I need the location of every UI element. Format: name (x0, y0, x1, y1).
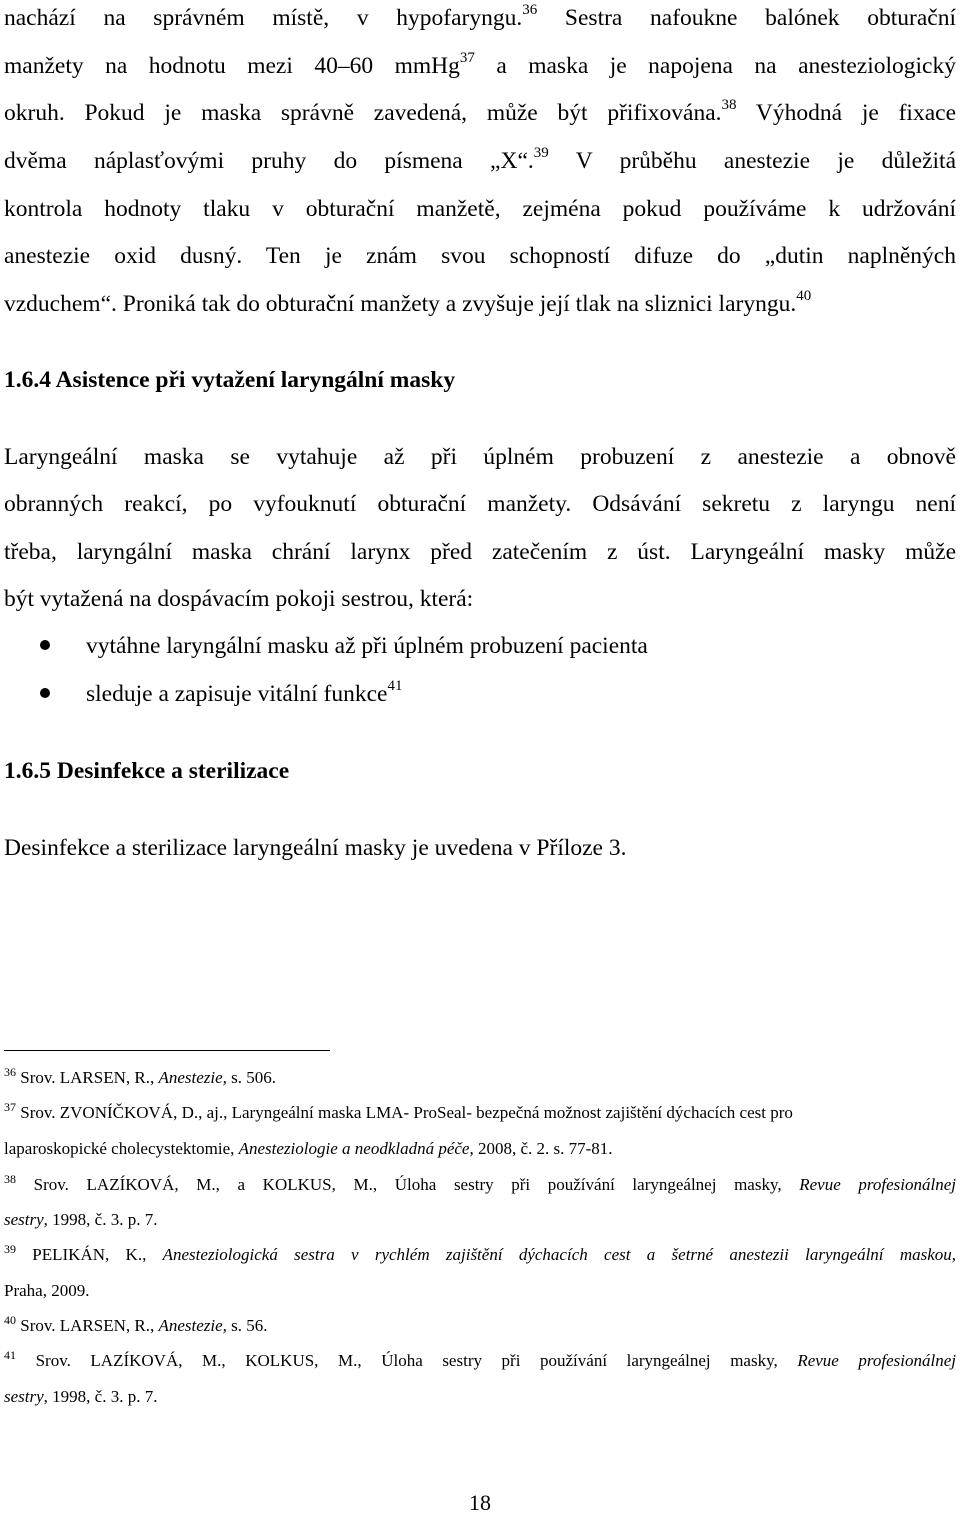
footnote (4, 1067, 956, 1089)
paragraph-line: být vytažená na dospávacím pokoji sestrou, která: (4, 586, 474, 612)
text-span: Anestezie, (158, 1316, 227, 1335)
text-span: Sestra nafoukne balónek obturační (564, 5, 956, 31)
paragraph-line (4, 147, 956, 175)
text-span: Anestezie, (158, 1068, 227, 1087)
section-heading: 1.6.5 Desinfekce a sterilizace (4, 758, 290, 784)
text-span: sestry (4, 1387, 44, 1406)
footnote (4, 1244, 956, 1266)
footnote (4, 1315, 956, 1337)
footnote-number: 37 (4, 1102, 16, 1114)
paragraph-line: kontrola hodnoty tlaku v obturační manžetě, zejména pokud používáme k udržování (4, 196, 956, 222)
text-span: s. 506. (226, 1068, 277, 1087)
bullet-icon (40, 688, 50, 698)
paragraph-line: třeba, laryngální maska chrání larynx před zatečením z úst. Laryngeální masky může (4, 539, 956, 565)
footnote-ref: 40 (796, 290, 812, 304)
list-item-text: sleduje a zapisuje vitální funkce (86, 681, 388, 707)
page-number: 18 (469, 1490, 491, 1515)
paragraph-line: Desinfekce a sterilizace laryngeální masky je uvedena v Příloze 3. (4, 835, 627, 861)
paragraph-line (4, 99, 956, 127)
paragraph-line (4, 52, 956, 80)
footnote-number: 38 (4, 1174, 16, 1186)
paragraph-line: anestezie oxid dusný. Ten je znám svou schopností difuze do „dutin naplněných (4, 243, 956, 269)
list-item (86, 680, 402, 708)
text-span: Srov. LARSEN, R., (20, 1316, 159, 1335)
footnote (4, 1102, 956, 1124)
bullet-icon (40, 640, 50, 650)
footnote-ref: 38 (721, 99, 737, 113)
text-span: nachází na správném místě, v hypofaryngu. (4, 5, 523, 31)
footnote-ref: 36 (522, 4, 538, 18)
list-item (86, 632, 648, 660)
paragraph-line (4, 290, 956, 318)
text-span: Srov. LARSEN, R., (20, 1068, 159, 1087)
section-heading: 1.6.4 Asistence při vytažení laryngální masky (4, 367, 456, 393)
text-span: , 1998, č. 3. p. 7. (43, 1387, 158, 1406)
text-span: vzduchem“. Proniká tak do obturační manžety a zvyšuje její tlak na sliznici laryngu. (4, 291, 797, 317)
text-span: dvěma náplasťovými pruhy do písmena „X“. (4, 148, 534, 174)
text-span: manžety na hodnotu mezi 40–60 mmHg (4, 53, 460, 79)
footnote-divider (4, 1050, 330, 1051)
text-span: Srov. LAZÍKOVÁ, M., KOLKUS, M., Úloha sestry při používání laryngeálnej masky, (35, 1351, 798, 1370)
text-span: sestry (4, 1210, 44, 1229)
footnote-number: 39 (4, 1244, 16, 1256)
footnote-ref: 41 (387, 678, 403, 694)
footnote-line (4, 1138, 956, 1160)
text-span: , 1998, č. 3. p. 7. (43, 1210, 158, 1229)
footnote-line (4, 1209, 956, 1231)
text-span: Anesteziologická sestra v rychlém zajištění dýchacích cest a šetrné anestezii laryngeální maskou, (162, 1245, 956, 1264)
footnote (4, 1350, 956, 1372)
footnote-ref: 39 (533, 147, 549, 161)
paragraph-line (4, 4, 956, 32)
footnote-ref: 37 (459, 52, 475, 66)
paragraph-line: Laryngeální maska se vytahuje až při úplném probuzení z anestezie a obnově (4, 444, 956, 470)
text-span: , 2008, č. 2. s. 77-81. (469, 1139, 613, 1158)
text-span: okruh. Pokud je maska správně zavedená, může být přifixována. (4, 100, 722, 126)
footnote (4, 1174, 956, 1196)
text-span: Anesteziologie a neodkladná péče (238, 1139, 470, 1158)
text-span: laparoskopické cholecystektomie, (4, 1139, 239, 1158)
footnote-number: 41 (4, 1350, 16, 1362)
text-span: s. 56. (226, 1316, 268, 1335)
list-item-text: vytáhne laryngální masku až při úplném probuzení pacienta (86, 633, 648, 659)
text-span: Srov. ZVONÍČKOVÁ, D., aj., Laryngeální maska LMA- ProSeal- bezpečná možnost zajištění dýchacích cest pro (20, 1103, 793, 1122)
text-span: Revue profesionálnej (797, 1351, 956, 1370)
footnote-number: 36 (4, 1067, 16, 1079)
paragraph-line: obranných reakcí, po vyfouknutí obturační manžety. Odsávání sekretu z laryngu není (4, 491, 956, 517)
text-span: Srov. LAZÍKOVÁ, M., a KOLKUS, M., Úloha sestry při používání laryngeálnej masky, (33, 1175, 800, 1194)
footnote-number: 40 (4, 1315, 16, 1327)
footnote-line (4, 1386, 956, 1408)
text-span: Výhodná je fixace (755, 100, 956, 126)
text-span: V průběhu anestezie je důležitá (575, 148, 956, 174)
footnote-line: Praha, 2009. (4, 1281, 90, 1300)
text-span: PELIKÁN, K., (32, 1245, 163, 1264)
text-span: a maska je napojena na anesteziologický (496, 53, 956, 79)
text-span: Revue profesionálnej (799, 1175, 956, 1194)
